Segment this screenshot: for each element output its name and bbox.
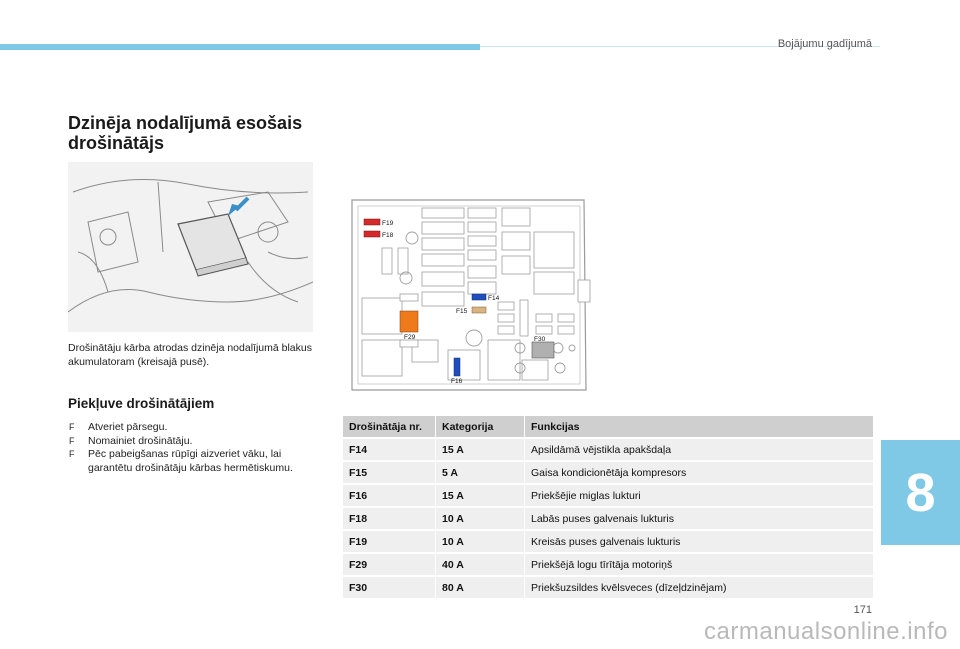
fuse-function: Kreisās puses galvenais lukturis [525, 530, 874, 553]
fuse-rating: 15 A [436, 438, 525, 461]
page-number: 171 [853, 604, 872, 616]
fuse-function: Gaisa kondicionētāja kompresors [525, 461, 874, 484]
fuse-rating: 10 A [436, 507, 525, 530]
list-item: F Nomainiet drošinātāju. [69, 434, 193, 447]
label-f15: F15 [456, 308, 468, 315]
table-row [343, 438, 874, 461]
fuse-function: Labās puses galvenais lukturis [525, 507, 874, 530]
fuse-function: Priekšējā logu tīrītāja motoriņš [525, 553, 874, 576]
fuse-function: Priekšuzsildes kvēlsveces (dīzeļdzinējam) [525, 576, 874, 598]
fuse-number: F16 [343, 484, 436, 507]
table-row [343, 461, 874, 484]
fuse-box-diagram [348, 190, 592, 395]
fuse-number: F18 [343, 507, 436, 530]
label-f16: F16 [451, 378, 463, 385]
list-item: F Atveriet pārsegu. [69, 421, 168, 433]
table-row [343, 576, 874, 598]
label-f30: F30 [534, 336, 546, 343]
label-f19: F19 [382, 220, 394, 227]
bullet-icon: F [69, 449, 75, 459]
table-row [343, 507, 874, 530]
label-f14: F14 [488, 295, 500, 302]
fuse-rating: 15 A [436, 484, 525, 507]
fuse-rating: 10 A [436, 530, 525, 553]
header-accent-bar [0, 44, 480, 50]
section-title: Dzinēja nodalījumā esošais drošinātājs [68, 113, 303, 153]
chapter-tab: 8 [881, 440, 960, 545]
photo-caption: Drošinātāju kārba atrodas dzinēja nodalījumā blakus akumulatoram (kreisajā pusē). [68, 342, 312, 368]
fuse-number: F14 [343, 438, 436, 461]
table-row [343, 530, 874, 553]
fuse-function: Apsildāmā vējstikla apakšdaļa [525, 438, 874, 461]
fuse-rating: 5 A [436, 461, 525, 484]
fuse-number: F15 [343, 461, 436, 484]
bullet-icon: F [69, 435, 75, 446]
fuse-number: F19 [343, 530, 436, 553]
fuse-rating: 80 A [436, 576, 525, 598]
fuse-rating: 40 A [436, 553, 525, 576]
fuse-number: F29 [343, 553, 436, 576]
running-header: Bojājumu gadījumā [777, 38, 872, 50]
column-header-fuse-number: Drošinātāja nr. [343, 416, 436, 438]
label-f18: F18 [382, 232, 394, 239]
column-header-functions: Funkcijas [525, 416, 874, 438]
watermark: carmanualsonline.info [704, 618, 948, 645]
column-header-category: Kategorija [436, 416, 525, 438]
access-title: Piekļuve drošinātājiem [68, 396, 215, 411]
table-row [343, 553, 874, 576]
fuse-table [343, 416, 874, 598]
label-f29: F29 [404, 334, 416, 341]
access-steps [68, 421, 318, 475]
list-item: F Pēc pabeigšanas rūpīgi aizveriet vāku, lai garantētu drošinātāju kārbas hermētiskumu. [69, 448, 293, 474]
table-row [343, 484, 874, 507]
engine-bay-illustration [68, 162, 313, 332]
fuse-number: F30 [343, 576, 436, 598]
bullet-icon: F [69, 422, 75, 432]
fuse-function: Priekšējie miglas lukturi [525, 484, 874, 507]
